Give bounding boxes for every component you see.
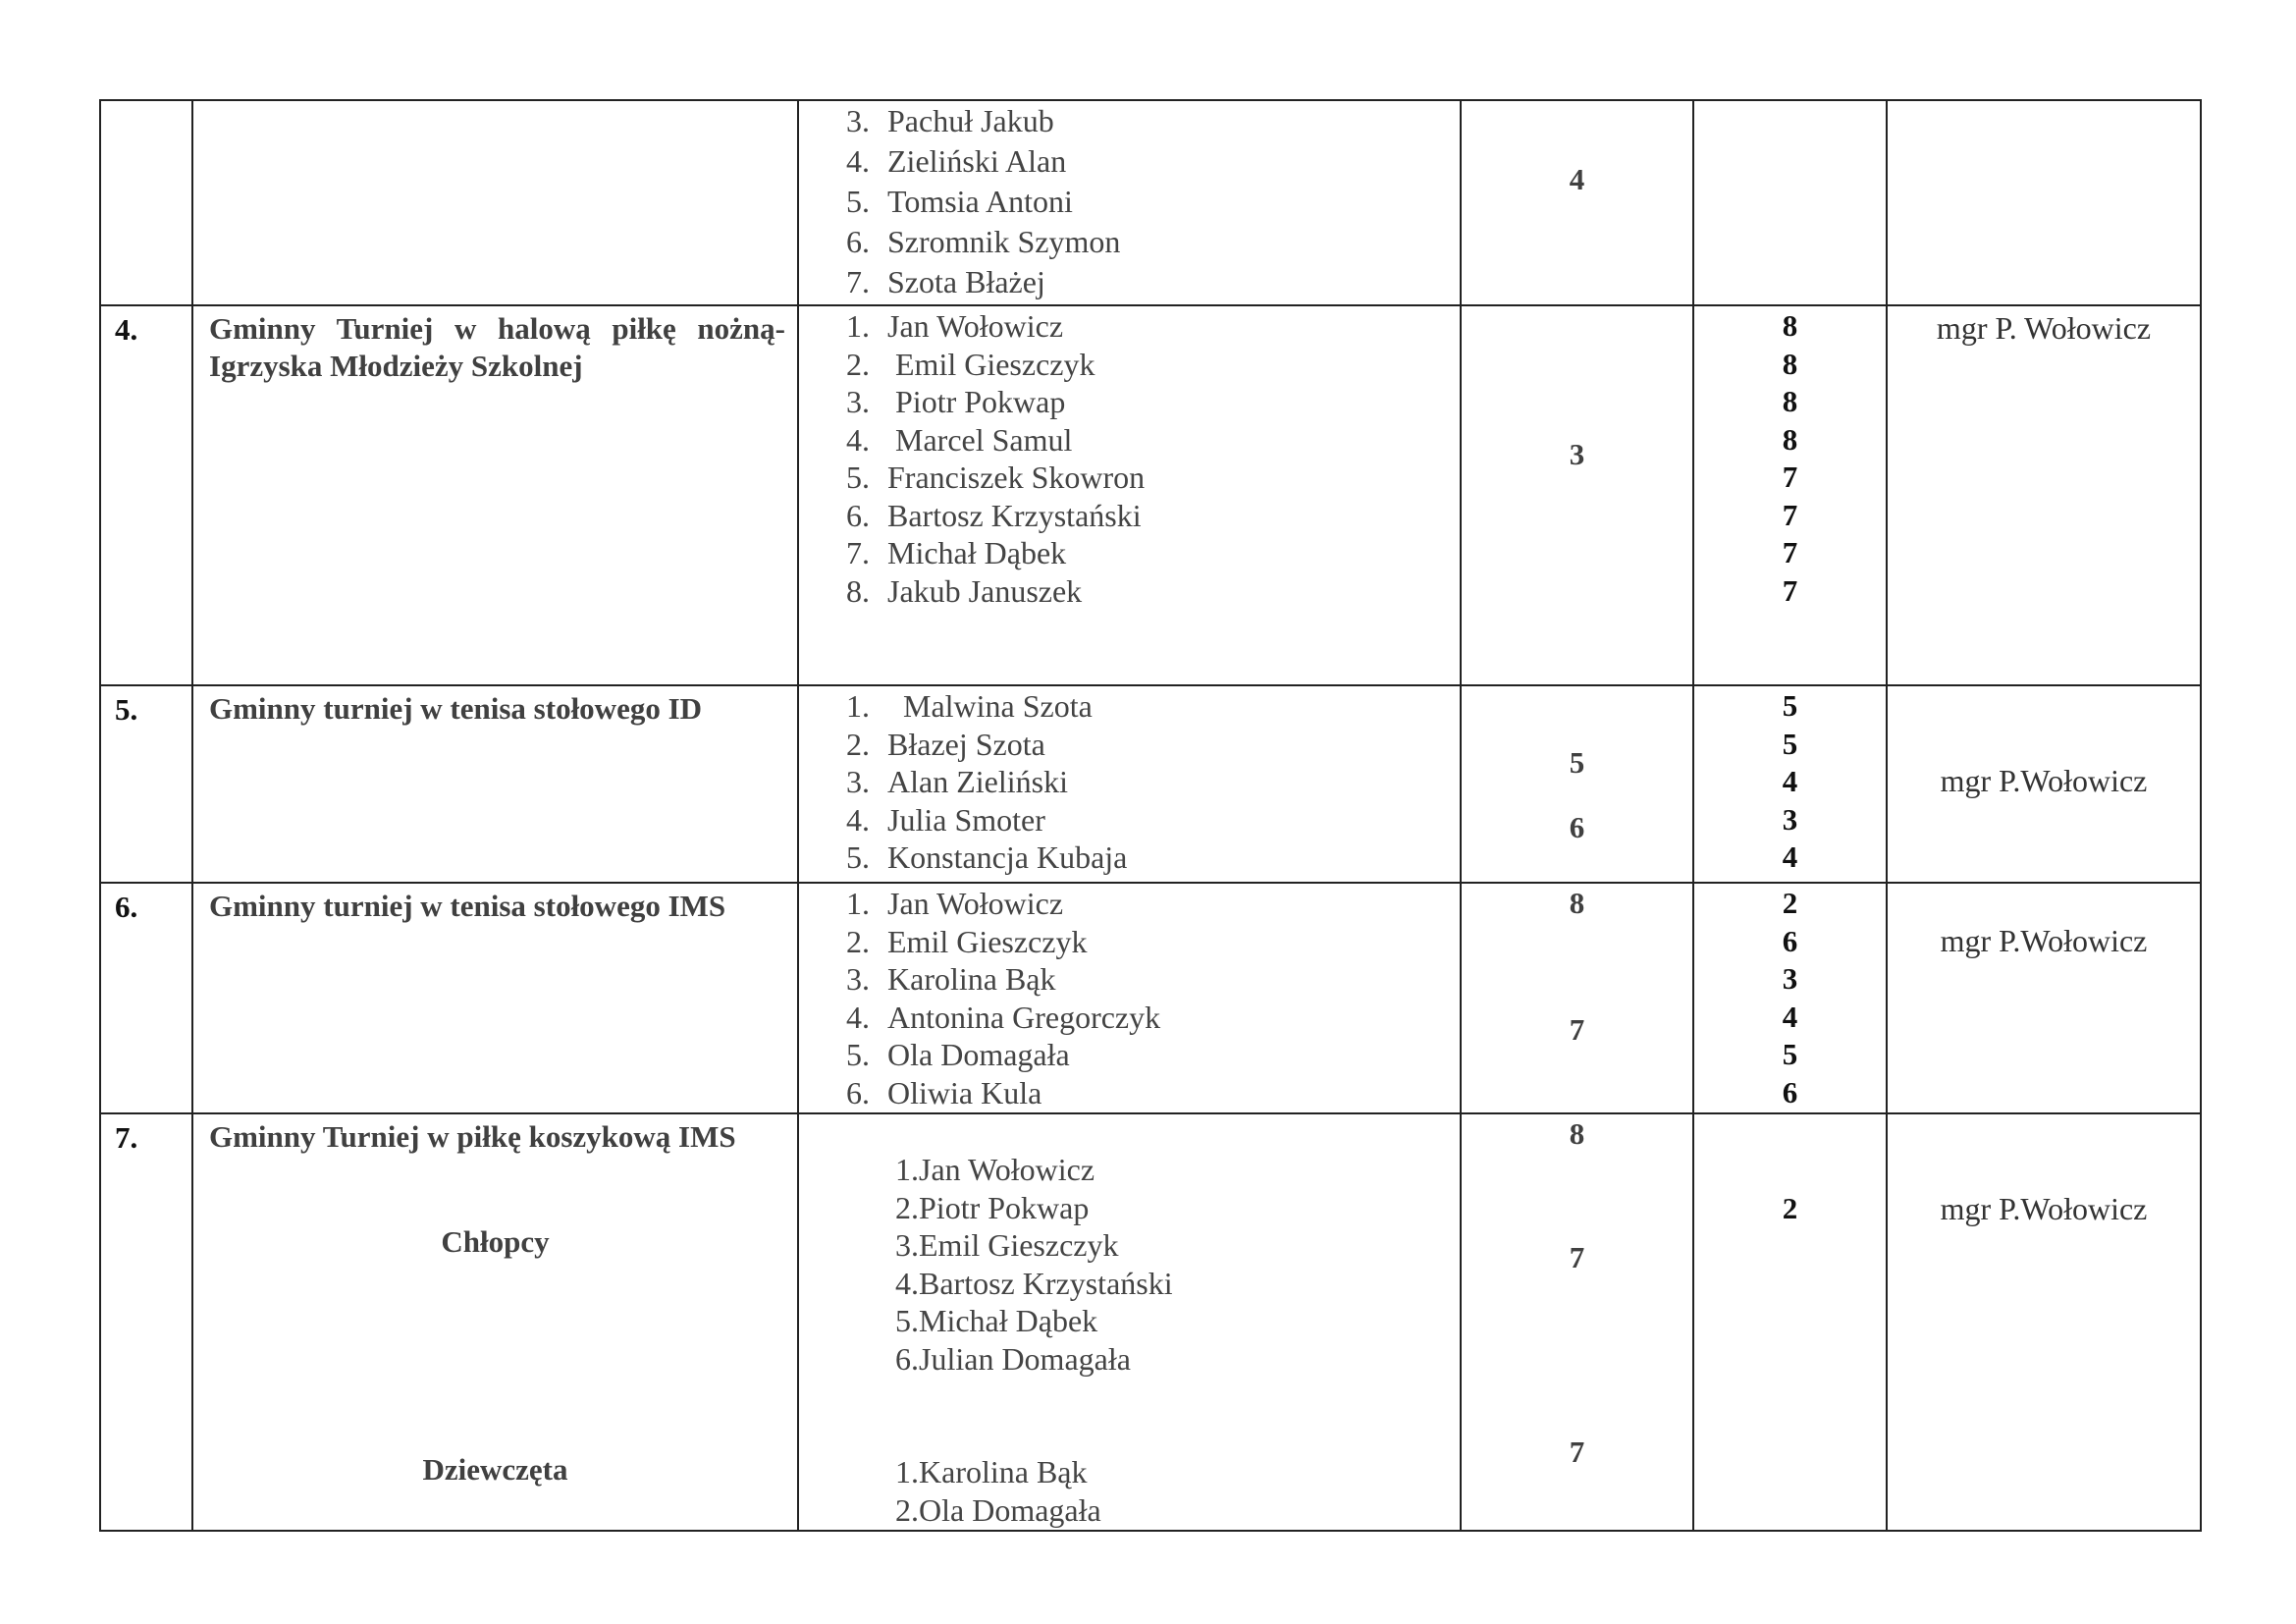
participant-name: Jakub Januszek bbox=[887, 572, 1083, 609]
score-value: 5 bbox=[1782, 726, 1798, 761]
participant-list bbox=[799, 306, 1460, 611]
points-cell bbox=[1461, 305, 1693, 685]
score-value: 4 bbox=[1782, 839, 1798, 874]
participant-item bbox=[821, 103, 1460, 143]
event-title: Gminny turniej w tenisa stołowego ID bbox=[209, 691, 703, 726]
points-cell bbox=[1461, 883, 1693, 1113]
event-cell bbox=[192, 685, 798, 883]
participant-name: Jan Wołowicz bbox=[887, 886, 1064, 921]
event-cell bbox=[192, 100, 798, 305]
score-value: 7 bbox=[1782, 535, 1798, 569]
event-cell bbox=[192, 883, 798, 1113]
points-value: 7 bbox=[1569, 1012, 1585, 1047]
participant-number: 1. bbox=[846, 688, 870, 724]
participant-item bbox=[821, 460, 1460, 498]
participant-name: Błazej Szota bbox=[887, 726, 1045, 762]
participant-number: 5. bbox=[846, 1037, 870, 1072]
participant-number: 6. bbox=[846, 1074, 870, 1110]
participant-number: 5. bbox=[846, 184, 870, 219]
participant-name: Michał Dąbek bbox=[919, 1303, 1098, 1338]
points-value: 8 bbox=[1569, 1116, 1585, 1151]
event-title bbox=[193, 101, 797, 105]
score-value: 4 bbox=[1782, 999, 1798, 1034]
score-value: 7 bbox=[1782, 572, 1798, 608]
scores-cell bbox=[1693, 883, 1887, 1113]
event-title: Gminny turniej w tenisa stołowego IMS bbox=[209, 889, 726, 923]
points-value: 3 bbox=[1569, 437, 1585, 471]
participant-number: 4. bbox=[846, 801, 870, 838]
participant-item bbox=[870, 1227, 1460, 1266]
trainer-cell bbox=[1887, 883, 2201, 1113]
participant-item bbox=[821, 1037, 1460, 1075]
event-title: Gminny Turniej w piłkę koszykową IMS bbox=[209, 1119, 736, 1154]
participant-number: 4. bbox=[846, 143, 870, 179]
participant-list-girls bbox=[799, 1454, 1101, 1530]
row-number: 5. bbox=[100, 685, 192, 883]
participant-name: Emil Gieszczyk bbox=[919, 1227, 1119, 1263]
participant-item bbox=[821, 184, 1460, 224]
participant-list bbox=[799, 101, 1460, 304]
scores-cell bbox=[1693, 100, 1887, 305]
participant-item bbox=[821, 802, 1460, 840]
participant-number: 8. bbox=[846, 572, 870, 609]
participant-item bbox=[870, 1492, 1101, 1531]
participant-item bbox=[821, 573, 1460, 612]
table-row bbox=[100, 685, 2201, 883]
participant-name: Michał Dąbek bbox=[887, 535, 1067, 570]
row-number: 7. bbox=[100, 1113, 192, 1531]
participants-cell bbox=[798, 305, 1461, 685]
participant-item bbox=[821, 347, 1460, 385]
participant-item bbox=[821, 924, 1460, 962]
score-value: 6 bbox=[1782, 923, 1798, 958]
participants-cell bbox=[798, 883, 1461, 1113]
row-number bbox=[100, 100, 192, 305]
participant-item bbox=[821, 422, 1460, 460]
points-value: 7 bbox=[1569, 1435, 1585, 1469]
participant-name: Bartosz Krzystański bbox=[887, 497, 1142, 533]
participant-name: Oliwia Kula bbox=[887, 1074, 1042, 1110]
participant-list bbox=[799, 686, 1460, 878]
participant-item bbox=[870, 1303, 1460, 1341]
participant-name: Antonina Gregorczyk bbox=[887, 999, 1161, 1035]
score-value: 5 bbox=[1782, 1037, 1798, 1071]
participant-number: 6. bbox=[846, 497, 870, 533]
row-number: 6. bbox=[100, 883, 192, 1113]
participant-number: 5. bbox=[846, 839, 870, 875]
participant-item bbox=[821, 688, 1460, 727]
girls-label: Dziewczęta bbox=[422, 1452, 568, 1487]
participant-item bbox=[821, 264, 1460, 304]
participant-name: Marcel Samul bbox=[887, 421, 1073, 458]
score-value: 8 bbox=[1782, 308, 1798, 343]
participant-item bbox=[821, 143, 1460, 184]
participant-name: Ola Domagała bbox=[919, 1491, 1101, 1528]
participant-item bbox=[821, 839, 1460, 878]
score-value: 2 bbox=[1782, 886, 1798, 920]
event-cell bbox=[192, 1113, 798, 1531]
score-list bbox=[1694, 1114, 1886, 1229]
participant-item bbox=[821, 498, 1460, 536]
participant-number: 5. bbox=[895, 1303, 919, 1338]
score-value: 2 bbox=[1782, 1191, 1798, 1225]
score-value: 3 bbox=[1782, 801, 1798, 837]
score-list bbox=[1694, 306, 1886, 611]
participant-number: 2. bbox=[846, 346, 870, 382]
participant-item bbox=[870, 1152, 1460, 1190]
table-row bbox=[100, 305, 2201, 685]
participant-name: Karolina Bąk bbox=[887, 961, 1056, 997]
participant-number: 2. bbox=[895, 1189, 919, 1225]
participant-name: Ola Domagała bbox=[887, 1037, 1070, 1072]
participant-item bbox=[821, 1000, 1460, 1038]
scores-cell bbox=[1693, 685, 1887, 883]
scores-cell bbox=[1693, 305, 1887, 685]
participant-name: Zieliński Alan bbox=[887, 143, 1067, 179]
participant-item bbox=[821, 886, 1460, 924]
participant-number: 2. bbox=[895, 1491, 919, 1528]
score-value: 4 bbox=[1782, 764, 1798, 798]
participant-number: 7. bbox=[846, 264, 870, 299]
participants-cell bbox=[798, 100, 1461, 305]
participant-number: 7. bbox=[846, 535, 870, 570]
points-value: 8 bbox=[1569, 886, 1585, 920]
participant-name: Emil Gieszczyk bbox=[887, 346, 1095, 382]
event-title: Gminny Turniej w halową piłkę nożną- Igrzyska Młodzieży Szkolnej bbox=[209, 311, 785, 383]
participants-cell bbox=[798, 1113, 1461, 1531]
participant-number: 5. bbox=[846, 460, 870, 495]
participant-item bbox=[821, 308, 1460, 347]
points-cell bbox=[1461, 685, 1693, 883]
participant-name: Julia Smoter bbox=[887, 801, 1045, 838]
trainer-name: mgr P.Wołowicz bbox=[1940, 923, 2148, 958]
participant-name: Malwina Szota bbox=[887, 688, 1093, 724]
trainer-name: mgr P.Wołowicz bbox=[1940, 763, 2148, 798]
table-row bbox=[100, 883, 2201, 1113]
participant-number: 1. bbox=[895, 1152, 919, 1187]
participant-item bbox=[821, 764, 1460, 802]
trainer-name: mgr P. Wołowicz bbox=[1936, 310, 2152, 346]
participant-number: 1. bbox=[846, 886, 870, 921]
participant-name: Szota Błażej bbox=[887, 264, 1045, 299]
participant-item bbox=[870, 1266, 1460, 1304]
score-value: 5 bbox=[1782, 688, 1798, 723]
points-value: 5 bbox=[1569, 745, 1585, 780]
participant-number: 4. bbox=[846, 421, 870, 458]
participant-item bbox=[821, 224, 1460, 264]
participant-item bbox=[821, 1075, 1460, 1113]
participant-name: Julian Domagała bbox=[919, 1340, 1131, 1377]
participant-number: 3. bbox=[846, 103, 870, 138]
participant-item bbox=[821, 961, 1460, 1000]
participant-name: Karolina Bąk bbox=[919, 1454, 1088, 1489]
participant-name: Alan Zieliński bbox=[887, 764, 1068, 799]
participant-name: Tomsia Antoni bbox=[887, 184, 1073, 219]
participant-number: 1. bbox=[895, 1454, 919, 1489]
score-list bbox=[1694, 884, 1886, 1112]
trainer-cell bbox=[1887, 305, 2201, 685]
table-row bbox=[100, 100, 2201, 305]
participant-name: Emil Gieszczyk bbox=[887, 923, 1088, 959]
row-number: 4. bbox=[100, 305, 192, 685]
score-value: 6 bbox=[1782, 1074, 1798, 1110]
table-row bbox=[100, 1113, 2201, 1531]
participant-name: Piotr Pokwap bbox=[919, 1189, 1090, 1225]
trainer-cell bbox=[1887, 685, 2201, 883]
boys-label: Chłopcy bbox=[441, 1224, 550, 1259]
participant-number: 4. bbox=[895, 1265, 919, 1301]
participant-number: 1. bbox=[846, 308, 870, 344]
score-list bbox=[1694, 686, 1886, 878]
points-cell bbox=[1461, 1113, 1693, 1531]
results-table bbox=[99, 99, 2202, 1532]
participant-number: 3. bbox=[895, 1227, 919, 1263]
participant-item bbox=[870, 1454, 1101, 1492]
participant-item bbox=[870, 1190, 1460, 1228]
participant-list-boys bbox=[799, 1114, 1460, 1379]
participant-number: 2. bbox=[846, 726, 870, 762]
participants-cell bbox=[798, 685, 1461, 883]
event-cell bbox=[192, 305, 798, 685]
participant-name: Jan Wołowicz bbox=[919, 1152, 1095, 1187]
score-value: 8 bbox=[1782, 384, 1798, 418]
participant-name: Pachuł Jakub bbox=[887, 103, 1054, 138]
participant-name: Konstancja Kubaja bbox=[887, 839, 1128, 875]
participant-number: 3. bbox=[846, 384, 870, 419]
participant-name: Piotr Pokwap bbox=[887, 384, 1066, 419]
score-value: 7 bbox=[1782, 497, 1798, 532]
participant-number: 2. bbox=[846, 923, 870, 959]
participant-name: Szromnik Szymon bbox=[887, 224, 1121, 259]
participant-item bbox=[821, 384, 1460, 422]
trainer-name: mgr P.Wołowicz bbox=[1940, 1191, 2148, 1226]
score-value: 8 bbox=[1782, 421, 1798, 457]
trainer-cell bbox=[1887, 100, 2201, 305]
trainer-cell bbox=[1887, 1113, 2201, 1531]
participant-number: 6. bbox=[895, 1340, 919, 1377]
score-value: 3 bbox=[1782, 961, 1798, 996]
points-cell bbox=[1461, 100, 1693, 305]
participant-item bbox=[821, 727, 1460, 765]
participant-number: 3. bbox=[846, 764, 870, 799]
score-value: 8 bbox=[1782, 346, 1798, 381]
participant-number: 3. bbox=[846, 961, 870, 997]
participant-number: 6. bbox=[846, 224, 870, 259]
participant-name: Franciszek Skowron bbox=[887, 460, 1146, 495]
participant-number: 4. bbox=[846, 999, 870, 1035]
points-value: 7 bbox=[1569, 1240, 1585, 1274]
score-value: 7 bbox=[1782, 460, 1798, 494]
scores-cell bbox=[1693, 1113, 1887, 1531]
participant-item bbox=[870, 1341, 1460, 1380]
participant-list bbox=[799, 884, 1460, 1112]
participant-name: Bartosz Krzystański bbox=[919, 1265, 1173, 1301]
participant-name: Jan Wołowicz bbox=[887, 308, 1064, 344]
points-value: 6 bbox=[1569, 810, 1585, 844]
points-value: 4 bbox=[1569, 162, 1585, 196]
participant-item bbox=[821, 535, 1460, 573]
